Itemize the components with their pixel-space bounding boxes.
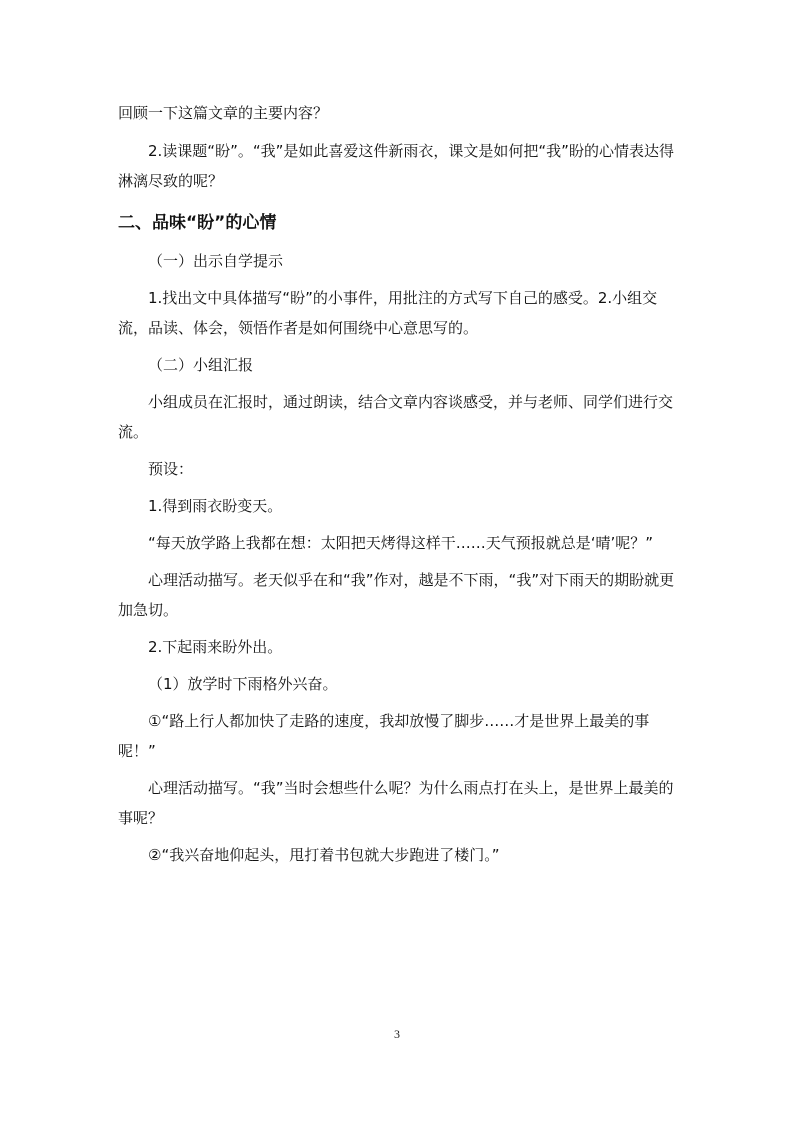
quote-pedestrians: ①“路上行人都加快了走路的速度，我却放慢了脚步……才是世界上最美的事呢！”	[118, 712, 650, 760]
quote-weather: “每天放学路上我都在想：太阳把天烤得这样干……天气预报就总是‘晴’呢？”	[148, 534, 654, 552]
paragraph-subitem-1: （1）放学时下雨格外兴奋。	[148, 675, 338, 693]
paragraph-item-2: 2.下起雨来盼外出。	[148, 638, 283, 656]
subheading-group-report: （二）小组汇报	[148, 356, 254, 374]
paragraph-group-report: 小组成员在汇报时，通过朗读，结合文章内容谈感受，并与老师、同学们进行交流。	[118, 393, 674, 441]
subheading-self-study: （一）出示自学提示	[148, 252, 284, 270]
paragraph-psychology-1: 心理活动描写。老天似乎在和“我”作对，越是不下雨，“我”对下雨天的期盼就更加急切。	[118, 571, 675, 619]
page-number: 3	[394, 1027, 400, 1041]
section-heading: 二、品味“盼”的心情	[118, 213, 277, 233]
paragraph-item-1: 1.得到雨衣盼变天。	[148, 497, 283, 515]
paragraph-study-tips: 1.找出文中具体描写“盼”的小事件，用批注的方式写下自己的感受。2.小组交流，品读、体会，领悟作者是如何围绕中心意思写的。	[118, 289, 658, 337]
paragraph-review-question: 回顾一下这篇文章的主要内容？	[118, 104, 329, 122]
document-body	[118, 98, 678, 870]
paragraph-presets: 预设：	[148, 460, 194, 478]
paragraph-psychology-2: 心理活动描写。“我”当时会想些什么呢？为什么雨点打在头上，是世界上最美的事呢？	[118, 779, 674, 827]
quote-excited: ②“我兴奋地仰起头，甩打着书包就大步跑进了楼门。”	[148, 846, 500, 864]
paragraph-read-title: 2.读课题“盼”。“我”是如此喜爱这件新雨衣，课文是如何把“我”盼的心情表达得淋漓尽致的呢？	[118, 142, 674, 190]
